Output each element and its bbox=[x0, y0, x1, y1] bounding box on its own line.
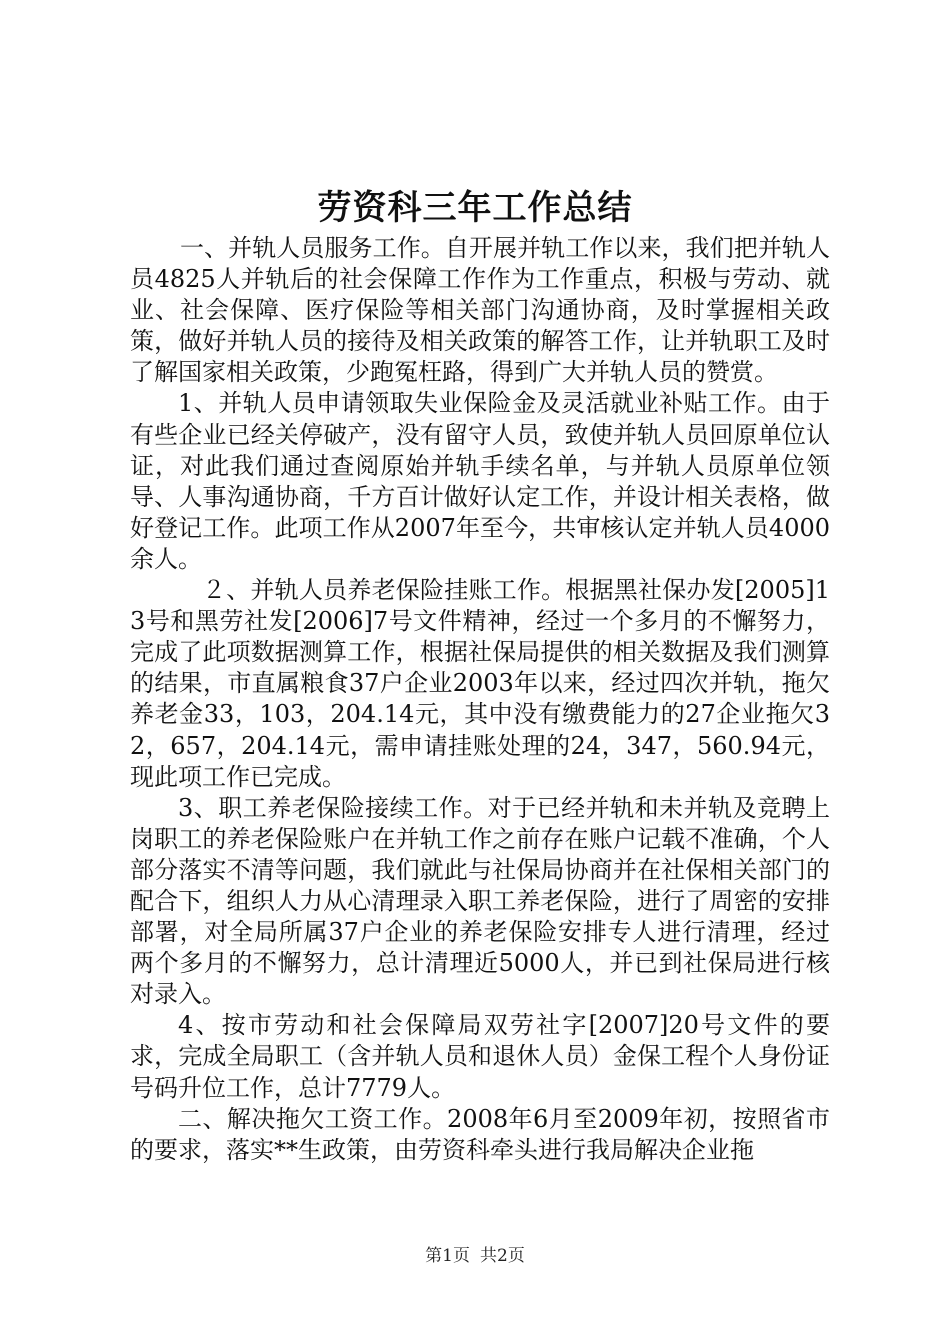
document-title: 劳资科三年工作总结 bbox=[317, 188, 633, 228]
page-number: 第1页 bbox=[425, 1246, 470, 1266]
page-footer bbox=[0, 1245, 950, 1267]
paragraph-3: ２、并轨人员养老保险挂账工作。根据黑社保办发[2005]13号和黑劳社发[2006]7号文件精神，经过一个多月的不懈努力，完成了此项数据测算工作，根据社保局提供的相关数据及我们测算的结果，市直属粮食37户企业2003年以来，经过四次并轨，拖欠养老金33，103，204.14元，其中没有缴费能力的27企业拖欠32，657，204.14元，需申请挂账处理的24，347，560.94元，现此项工作已完成。 bbox=[130, 576, 830, 791]
paragraph-4: 3、职工养老保险接续工作。对于已经并轨和未并轨及竞聘上岗职工的养老保险账户在并轨工作之前存在账户记载不准确，个人部分落实不清等问题，我们就此与社保局协商并在社保相关部门的配合下，组织人力从心清理录入职工养老保险，进行了周密的安排部署，对全局所属37户企业的养老保险安排专人进行清理，经过两个多月的不懈努力，总计清理近5000人，并已到社保局进行核对录入。 bbox=[130, 793, 830, 1009]
paragraph-5: 4、按市劳动和社会保障局双劳社字[2007]20号文件的要求，完成全局职工（含并轨人员和退休人员）金保工程个人身份证号码升位工作，总计7779人。 bbox=[130, 1011, 830, 1102]
page-total: 共2页 bbox=[480, 1246, 525, 1266]
document-body bbox=[130, 233, 830, 1166]
paragraph-2: 1、并轨人员申请领取失业保险金及灵活就业补贴工作。由于有些企业已经关停破产，没有留守人员，致使并轨人员回原单位认证，对此我们通过查阅原始并轨手续名单，与并轨人员原单位领导、人事沟通协商，千方百计做好认定工作，并设计相关表格，做好登记工作。此项工作从2007年至今，共审核认定并轨人员4000余人。 bbox=[130, 389, 830, 573]
paragraph-6: 二、解决拖欠工资工作。2008年6月至2009年初，按照省市的要求，落实**生政策，由劳资科牵头进行我局解决企业拖 bbox=[130, 1104, 830, 1164]
paragraph-1: 一、并轨人员服务工作。自开展并轨工作以来，我们把并轨人员4825人并轨后的社会保障工作作为工作重点，积极与劳动、就业、社会保障、医疗保险等相关部门沟通协商，及时掌握相关政策，做好并轨人员的接待及相关政策的解答工作，让并轨职工及时了解国家相关政策，少跑冤枉路，得到广大并轨人员的赞赏。 bbox=[130, 234, 830, 387]
